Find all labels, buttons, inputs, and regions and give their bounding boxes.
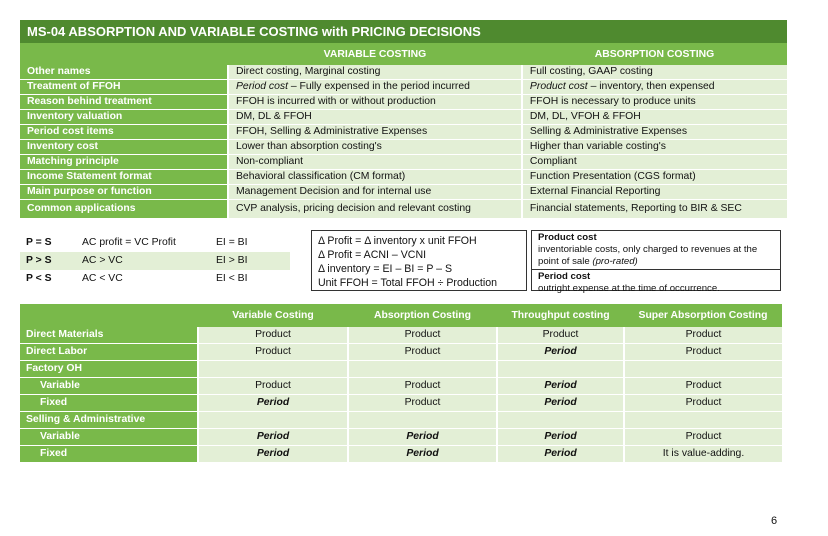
row-label: Main purpose or function (20, 185, 228, 200)
method-cell: Product (348, 378, 497, 395)
method-cell (348, 361, 497, 378)
header-absorption-costing: Absorption Costing (348, 304, 497, 327)
absorption-costing-cell (522, 155, 787, 170)
header-throughput-costing: Throughput costing (497, 304, 624, 327)
cell-text: DM, DL & FFOH (236, 111, 312, 122)
method-row (20, 344, 782, 361)
comparison-row (20, 200, 787, 219)
relation-profit: AC < VC (82, 273, 123, 284)
relation-key: P > S (26, 255, 52, 266)
product-cost-title: Product cost (538, 232, 597, 243)
header-blank (20, 304, 198, 327)
cell-text: – inventory, then expensed (587, 81, 715, 92)
variable-costing-cell (228, 155, 522, 170)
method-cell: Product (624, 327, 782, 344)
method-cell: Period (198, 446, 348, 463)
absorption-costing-cell (522, 170, 787, 185)
variable-costing-cell (228, 80, 522, 95)
method-cell (198, 361, 348, 378)
method-cell (497, 412, 624, 429)
row-label: Treatment of FFOH (20, 80, 228, 95)
relation-inventory: EI < BI (216, 273, 248, 284)
method-cell: Product (497, 327, 624, 344)
method-cell: Period (497, 429, 624, 446)
cell-text: DM, DL, VFOH & FFOH (529, 111, 641, 122)
absorption-costing-cell (522, 125, 787, 140)
variable-costing-cell (228, 170, 522, 185)
cell-emphasis: Product cost (529, 81, 588, 92)
method-cell: Period (497, 344, 624, 361)
relation-key: P < S (26, 273, 52, 284)
method-cell (624, 361, 782, 378)
row-label: Reason behind treatment (20, 95, 228, 110)
absorption-costing-cell (522, 95, 787, 110)
method-cell: Product (624, 395, 782, 412)
method-cell: Period (198, 429, 348, 446)
variable-costing-cell (228, 110, 522, 125)
cell-text: CVP analysis, pricing decision and relevant costing (236, 203, 471, 214)
cell-text: External Financial Reporting (529, 186, 661, 197)
method-cell: Product (348, 327, 497, 344)
absorption-costing-cell (522, 80, 787, 95)
comparison-row (20, 65, 787, 80)
method-cell: Product (624, 378, 782, 395)
period-cost-definition (532, 269, 780, 296)
formula-box (311, 230, 527, 291)
header-absorption-costing: ABSORPTION COSTING (522, 43, 787, 65)
cell-text: FFOH, Selling & Administrative Expenses (236, 126, 428, 137)
method-cell: Product (624, 429, 782, 446)
comparison-row (20, 155, 787, 170)
comparison-row (20, 80, 787, 95)
formula-line: Δ inventory = EI – BI = P – S (318, 263, 453, 275)
relation-row (20, 252, 290, 270)
row-label: Fixed (20, 446, 198, 463)
cell-text: FFOH is necessary to produce units (529, 96, 696, 107)
formula-line: Unit FFOH = Total FFOH ÷ Production (318, 277, 497, 289)
method-cell (497, 361, 624, 378)
method-cell: Product (348, 395, 497, 412)
method-cell: Period (348, 429, 497, 446)
method-cell: Period (348, 446, 497, 463)
cell-text: Financial statements, Reporting to BIR & SEC (529, 203, 742, 214)
absorption-costing-cell (522, 185, 787, 200)
cell-text: Behavioral classification (CM format) (236, 171, 406, 182)
product-cost-text: inventoriable costs, only charged to revenues at the point of sale (538, 244, 758, 267)
row-label: Direct Labor (20, 344, 198, 361)
formula-line: Δ Profit = Δ inventory x unit FFOH (318, 235, 477, 247)
row-label: Matching principle (20, 155, 228, 170)
comparison-row (20, 185, 787, 200)
header-blank (20, 43, 228, 65)
row-label: Income Statement format (20, 170, 228, 185)
product-cost-definition (532, 231, 780, 269)
row-label: Period cost items (20, 125, 228, 140)
relation-inventory: EI > BI (216, 255, 248, 266)
method-cell: Product (348, 344, 497, 361)
row-label: Selling & Administrative (20, 412, 198, 429)
method-cell (624, 412, 782, 429)
method-row (20, 361, 782, 378)
variable-costing-cell (228, 185, 522, 200)
header-super-absorption-costing: Super Absorption Costing (624, 304, 782, 327)
cell-text: Direct costing, Marginal costing (236, 66, 381, 77)
row-label: Inventory cost (20, 140, 228, 155)
method-cell: Period (497, 378, 624, 395)
product-cost-note: (pro-rated) (592, 256, 638, 267)
row-label: Inventory valuation (20, 110, 228, 125)
method-row (20, 412, 782, 429)
period-cost-text: outright expense at the time of occurrence. (538, 283, 720, 294)
method-row (20, 378, 782, 395)
comparison-row (20, 170, 787, 185)
absorption-costing-cell (522, 140, 787, 155)
cell-text: FFOH is incurred with or without production (236, 96, 436, 107)
method-cell: Product (198, 344, 348, 361)
row-label: Factory OH (20, 361, 198, 378)
cell-emphasis: Period cost (236, 81, 288, 92)
variable-costing-cell (228, 140, 522, 155)
cost-definitions-box (531, 230, 781, 294)
comparison-row (20, 140, 787, 155)
variable-costing-cell (228, 95, 522, 110)
method-cell (198, 412, 348, 429)
method-cell: Product (198, 378, 348, 395)
absorption-costing-cell (522, 200, 787, 219)
method-row (20, 446, 782, 463)
method-row (20, 327, 782, 344)
formula-line: Δ Profit = ACNI – VCNI (318, 249, 427, 261)
method-row (20, 395, 782, 412)
cell-text: Full costing, GAAP costing (529, 66, 653, 77)
variable-costing-cell (228, 65, 522, 80)
row-label: Variable (20, 378, 198, 395)
page-title: MS-04 ABSORPTION AND VARIABLE COSTING with PRICING DECISIONS (20, 20, 787, 43)
row-label: Common applications (20, 200, 228, 219)
relation-profit: AC profit = VC Profit (82, 237, 176, 248)
page-number: 6 (771, 515, 778, 527)
cell-text: Compliant (529, 156, 577, 167)
cell-text: Management Decision and for internal use (236, 186, 432, 197)
row-label: Other names (20, 65, 228, 80)
method-cell: Period (497, 446, 624, 463)
header-variable-costing: Variable Costing (198, 304, 348, 327)
comparison-row (20, 95, 787, 110)
method-cell: Product (624, 344, 782, 361)
relation-key: P = S (26, 237, 52, 248)
relation-inventory: EI = BI (216, 237, 248, 248)
row-label: Fixed (20, 395, 198, 412)
variable-costing-cell (228, 200, 522, 219)
method-cell: Product (198, 327, 348, 344)
costing-methods-table (20, 304, 782, 463)
relation-profit: AC > VC (82, 255, 123, 266)
cell-text: Higher than variable costing's (529, 141, 666, 152)
cell-text: – Fully expensed in the period incurred (287, 81, 470, 92)
row-label: Direct Materials (20, 327, 198, 344)
method-cell: It is value-adding. (624, 446, 782, 463)
cell-text: Lower than absorption costing's (236, 141, 382, 152)
method-cell: Period (497, 395, 624, 412)
header-variable-costing: VARIABLE COSTING (228, 43, 522, 65)
costing-comparison-table (20, 43, 787, 219)
method-cell: Period (198, 395, 348, 412)
period-cost-title: Period cost (538, 271, 591, 282)
cell-text: Non-compliant (236, 156, 303, 167)
method-row (20, 429, 782, 446)
cell-text: Function Presentation (CGS format) (529, 171, 696, 182)
absorption-costing-cell (522, 65, 787, 80)
row-label: Variable (20, 429, 198, 446)
comparison-row (20, 125, 787, 140)
method-cell (348, 412, 497, 429)
comparison-row (20, 110, 787, 125)
variable-costing-cell (228, 125, 522, 140)
cell-text: Selling & Administrative Expenses (529, 126, 688, 137)
absorption-costing-cell (522, 110, 787, 125)
